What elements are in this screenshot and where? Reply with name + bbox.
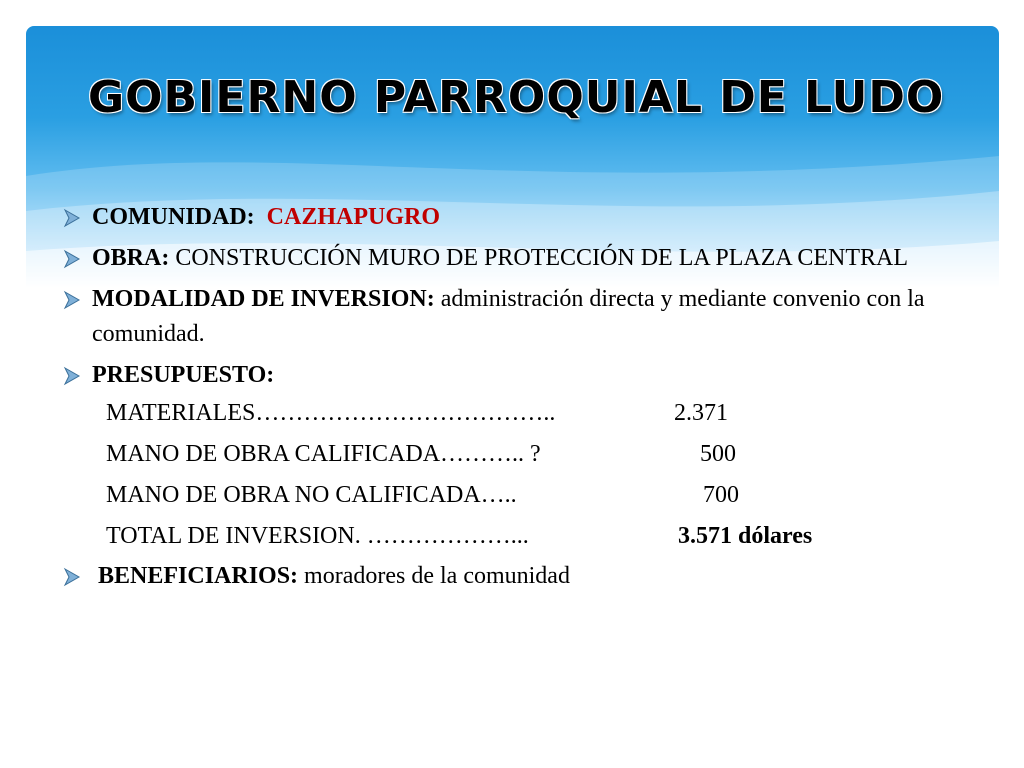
budget-total-amount: 3.571 dólares [678,523,813,549]
arrow-bullet-icon [62,366,82,386]
bullet-presupuesto [62,358,962,393]
budget-row [62,516,962,557]
arrow-bullet-icon [62,567,82,587]
page-title: GOBIERNO PARROQUIAL DE LUDO [88,72,945,123]
bullet-obra [62,241,962,276]
beneficiarios-label: BENEFICIARIOS: [98,563,299,589]
budget-label: MANO DE OBRA CALIFICADA……….. ? [106,441,541,467]
presupuesto-label: PRESUPUESTO: [92,362,275,388]
budget-label: MANO DE OBRA NO CALIFICADA….. [106,482,517,508]
bullet-modalidad [62,282,962,352]
budget-row [62,434,962,475]
arrow-bullet-icon [62,208,82,228]
comunidad-label: COMUNIDAD: [92,204,255,230]
beneficiarios-value: moradores de la comunidad [304,563,570,589]
content-list [62,200,962,600]
modalidad-label: MODALIDAD DE INVERSION: [92,286,435,312]
modalidad-value: administración directa y mediante convenio con la comunidad. [92,286,925,347]
arrow-bullet-icon [62,290,82,310]
budget-label: MATERIALES……………………………….. [106,400,556,426]
budget-amount: 700 [703,482,739,508]
obra-value: CONSTRUCCIÓN MURO DE PROTECCIÓN DE LA PLAZA CENTRAL [175,245,909,271]
bullet-comunidad [62,200,962,235]
arrow-bullet-icon [62,249,82,269]
budget-label: TOTAL DE INVERSION. ………………... [106,523,529,549]
obra-label: OBRA: [92,245,170,271]
budget-row [62,393,962,434]
budget-amount: 2.371 [674,400,728,426]
budget-amount: 500 [700,441,736,467]
bullet-beneficiarios [62,559,962,594]
budget-table [62,393,962,557]
comunidad-value: CAZHAPUGRO [266,204,440,230]
budget-row [62,475,962,516]
